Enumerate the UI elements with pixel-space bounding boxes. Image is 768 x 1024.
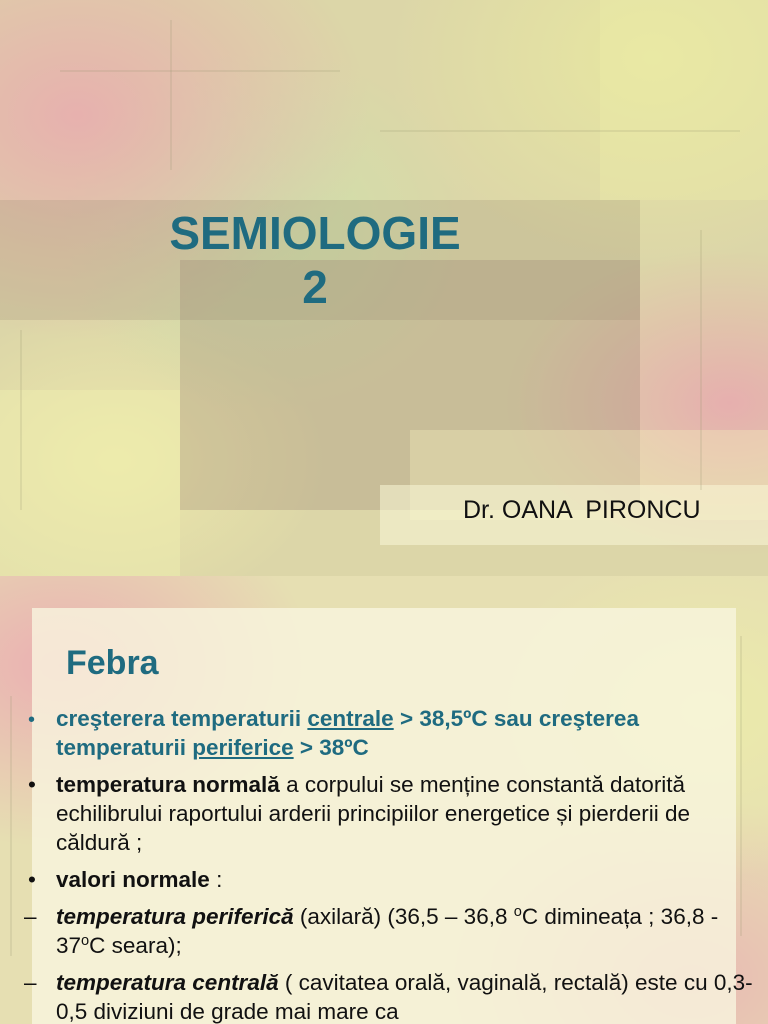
title-line-1: SEMIOLOGIE <box>169 207 461 259</box>
list-item <box>0 770 760 857</box>
list-item <box>0 968 760 1024</box>
bullet-marker: • <box>28 867 36 892</box>
bullet-list <box>0 704 760 1024</box>
decor-line <box>60 70 340 72</box>
bullet-marker: • <box>28 772 36 797</box>
text-run: > 38ºC <box>293 735 369 760</box>
slide-heading: Febra <box>66 644 159 682</box>
dash-marker: – <box>24 904 37 929</box>
superscript: o <box>513 903 522 920</box>
decor-panel <box>600 0 768 200</box>
decor-line <box>700 230 702 490</box>
decor-line <box>20 330 22 510</box>
superscript: o <box>81 932 90 949</box>
list-item <box>0 865 760 894</box>
text-run: ( cavitatea orală, vaginală, rectală) este cu 0,3- 0,5 diviziuni de grade mai mare ca <box>56 970 753 1024</box>
list-item <box>0 704 760 762</box>
decor-line <box>380 130 740 132</box>
bold-term: temperatura normală <box>56 772 280 797</box>
text-run: C seara); <box>89 933 182 958</box>
title-line-2: 2 <box>302 261 328 313</box>
text-run: creşterera temperaturii <box>56 706 308 731</box>
text-run: a corpului se menține constantă datorită echilibrului raportului arderii principiilor energetice și pierderii de căldură ; <box>56 772 691 855</box>
decor-line <box>170 20 172 170</box>
underlined-term: periferice <box>192 735 294 760</box>
text-run: (axilară) (36,5 – 36,8 <box>293 904 514 929</box>
text-run: : <box>209 867 223 892</box>
bold-italic-term: temperatura centrală <box>56 970 279 995</box>
bold-term: valori normale <box>56 867 210 892</box>
text-run: > 38,5ºC sau creşterea temperaturii <box>56 706 639 760</box>
decor-panel <box>0 390 180 576</box>
slide-title <box>0 206 630 314</box>
text-run: C dimineața ; 36,8 - 37 <box>56 904 719 958</box>
bullet-marker: • <box>28 709 36 731</box>
author-name: Dr. OANA PIRONCU <box>463 496 701 524</box>
dash-marker: – <box>24 970 37 995</box>
content-slide <box>0 576 768 1024</box>
list-item <box>0 902 760 960</box>
underlined-term: centrale <box>307 706 394 731</box>
bold-italic-term: temperatura periferică <box>56 904 294 929</box>
